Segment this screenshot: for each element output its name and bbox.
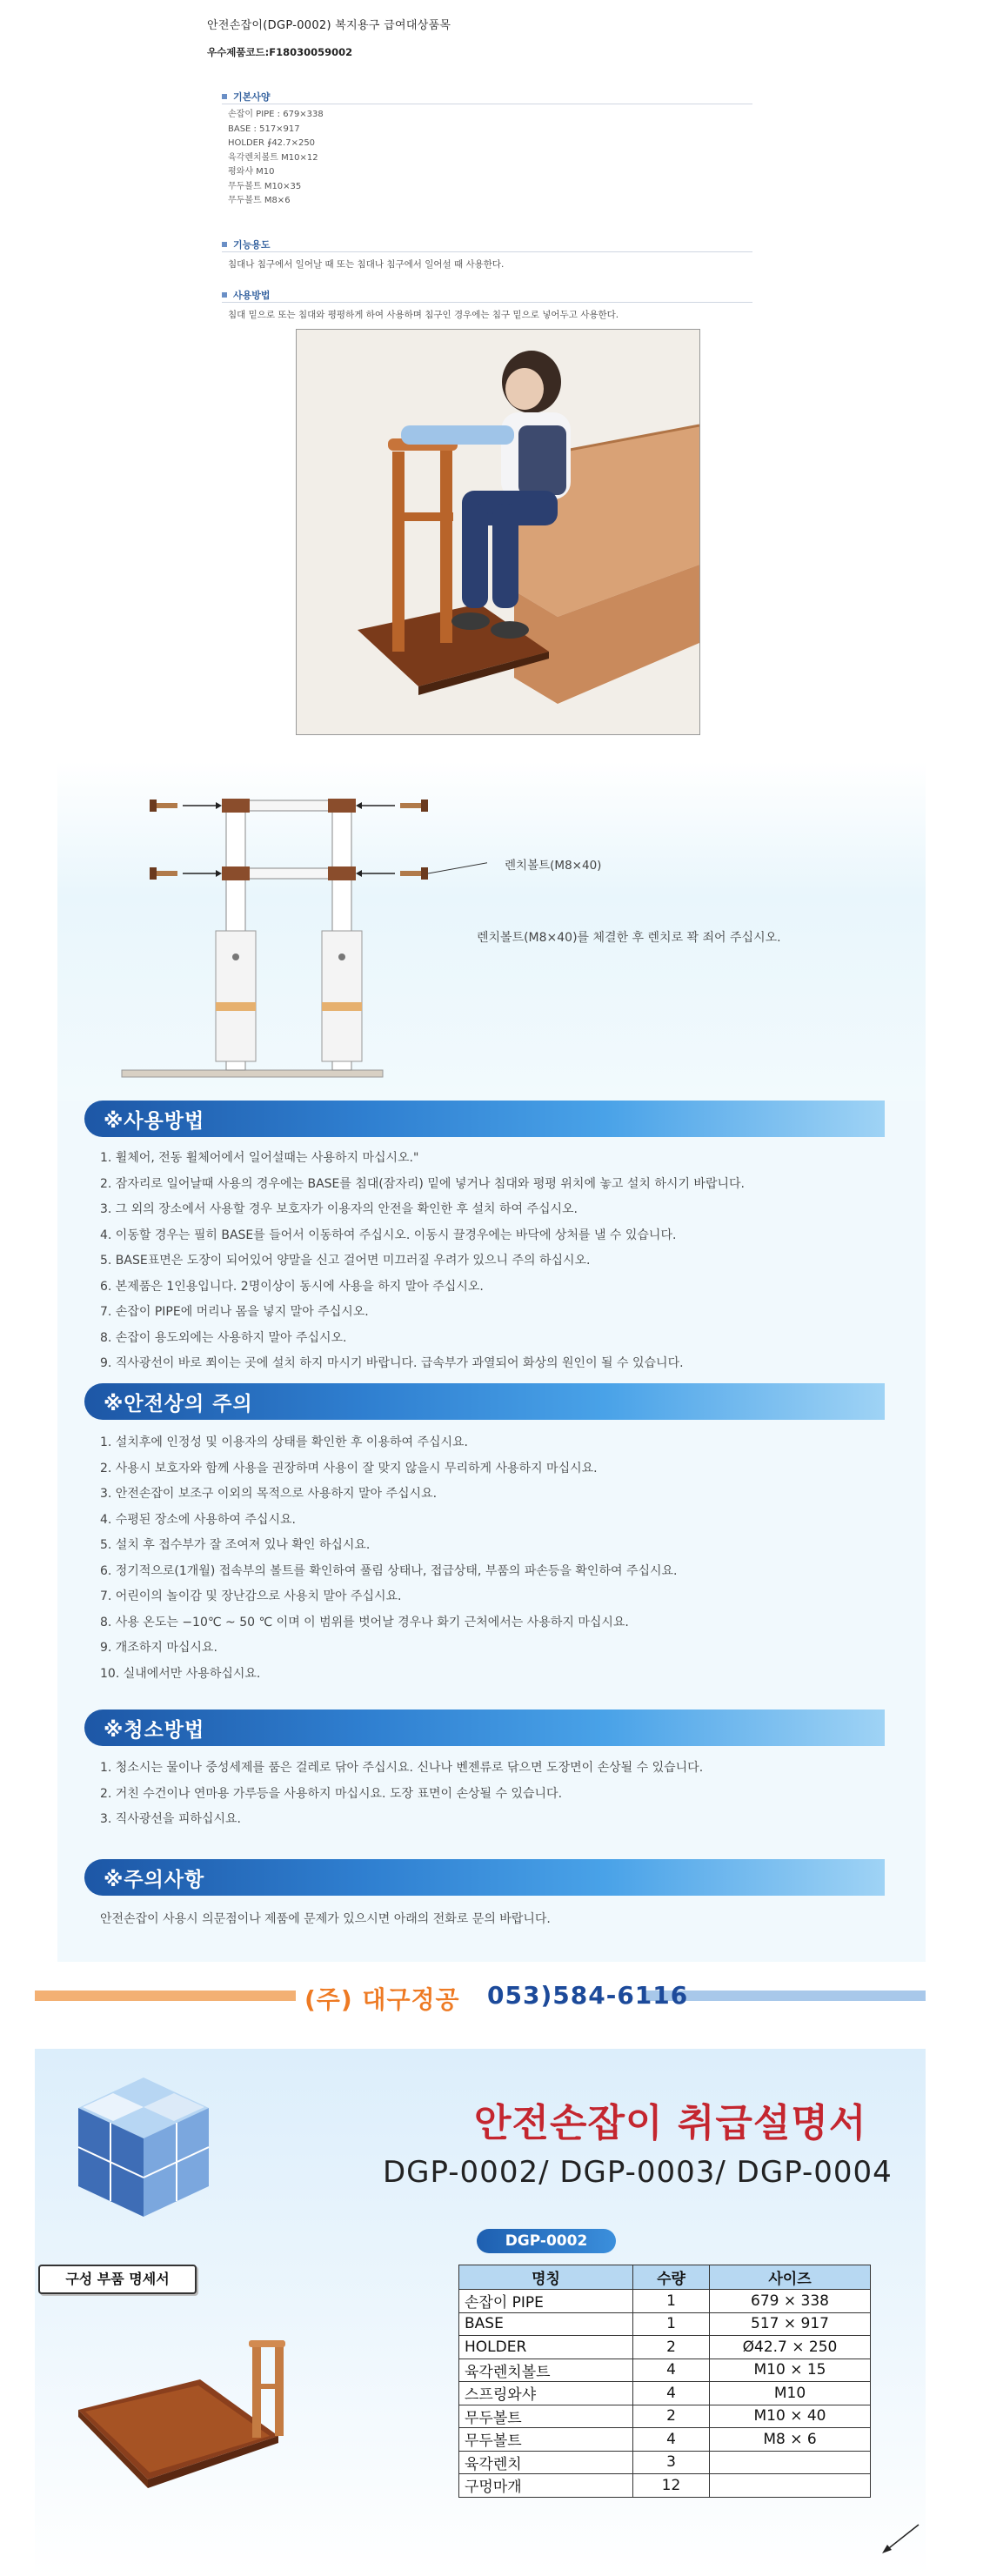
part-size: Ø42.7 × 250 (710, 2336, 871, 2359)
part-size: M10 × 40 (710, 2405, 871, 2428)
safety-section-band (84, 1383, 885, 1420)
list-item: 9. 직사광선이 바로 쬐이는 곳에 설치 하지 마시기 바랍니다. 급속부가 과열되어 화상의 원인이 될 수 있습니다. (100, 1356, 684, 1370)
function-text: 침대나 침구에서 일어날 때 또는 침대나 침구에서 일어설 때 사용한다. (228, 259, 505, 270)
product-code: 우수제품코드:F18030059002 (207, 46, 353, 58)
list-item: 6. 본제품은 1인용입니다. 2명이상이 동시에 사용을 하지 말아 주십시오. (100, 1279, 484, 1294)
part-size: M10 × 15 (710, 2359, 871, 2382)
column-header: 수량 (633, 2265, 710, 2290)
part-qty: 2 (633, 2336, 710, 2359)
model-badge: DGP-0002 (477, 2229, 616, 2253)
arrow-icon (879, 2521, 922, 2559)
part-qty: 12 (633, 2474, 710, 2498)
list-item: 2. 거친 수건이나 연마용 가루등을 사용하지 마십시요. 도장 표면이 손상될 수 있습니다. (100, 1786, 563, 1801)
list-item: 7. 손잡이 PIPE에 머리나 몸을 넣지 말아 주십시오. (100, 1305, 369, 1319)
usage-section-title: ※사용방법 (104, 1110, 205, 1133)
column-header: 명칭 (459, 2265, 633, 2290)
part-name: 무두볼트 (459, 2405, 633, 2428)
usage-section-band (84, 1101, 885, 1137)
list-item: 4. 수평된 장소에 사용하여 주십시요. (100, 1512, 296, 1527)
list-item: 8. 손잡이 용도외에는 사용하지 말아 주십시오. (100, 1330, 347, 1345)
notice-section-band (84, 1859, 885, 1896)
part-qty: 1 (633, 2290, 710, 2313)
table-row (459, 2359, 871, 2382)
bullet-icon (222, 292, 227, 298)
assembly-diagram (104, 774, 487, 1091)
part-size: M8 × 6 (710, 2428, 871, 2452)
table-row (459, 2474, 871, 2498)
list-item: 2. 잠자리로 일어날때 사용의 경우에는 BASE를 침대(잠자리) 밑에 넣거나 침대와 평평 위치에 놓고 설치 하시기 바랍니다. (100, 1176, 745, 1191)
function-heading (222, 238, 271, 251)
product-photo (296, 329, 700, 735)
spec-line: 손잡이 PIPE : 679×338 (228, 110, 324, 119)
part-name: 육각렌치 (459, 2451, 633, 2474)
document-title: 안전손잡이(DGP-0002) 복지용구 급여대상품목 (207, 19, 451, 32)
table-row (459, 2382, 871, 2405)
cleaning-list (100, 1756, 703, 1833)
spec-line: HOLDER ∮42.7×250 (228, 138, 316, 148)
list-item: 1. 설치후에 인정성 및 이용자의 상태를 확인한 후 이용하여 주십시요. (100, 1435, 469, 1449)
usage-text: 침대 밑으로 또는 침대와 평평하게 하여 사용하며 침구인 경우에는 침구 밑으로 넣어두고 사용한다. (228, 310, 619, 320)
part-name: 무두볼트 (459, 2428, 633, 2452)
list-item: 3. 직사광선을 피하십시요. (100, 1812, 241, 1826)
cube-logo-icon (61, 2069, 226, 2238)
list-item: 9. 개조하지 마십시요. (100, 1641, 217, 1655)
list-item: 2. 사용시 보호자와 함께 사용을 권장하며 사용이 잘 맞지 않을시 무리하게 사용하지 마십시요. (100, 1461, 598, 1475)
spec-line: 육각렌치볼트 M10×12 (228, 152, 318, 163)
spec-line: 평와샤 M10 (228, 167, 275, 177)
cleaning-section-band (84, 1710, 885, 1746)
part-name: HOLDER (459, 2336, 633, 2359)
spec-line: 무두볼트 M8×6 (228, 196, 291, 205)
divider (222, 251, 752, 252)
list-item: 5. BASE표면은 도장이 되어있어 양말을 신고 걸어면 미끄러질 우려가 있으니 주의 하십시오. (100, 1254, 591, 1268)
usage-list (100, 1146, 745, 1377)
part-name: BASE (459, 2312, 633, 2336)
part-qty: 1 (633, 2312, 710, 2336)
list-item: 1. 휠체어, 전동 휠체어에서 일어설때는 사용하지 마십시오." (100, 1151, 419, 1165)
cleaning-section-title: ※청소방법 (104, 1719, 205, 1742)
list-item: 6. 정기적으로(1개월) 접속부의 볼트를 확인하여 풀림 상태나, 접급상태, 부품의 파손등을 확인하여 주십시요. (100, 1563, 678, 1578)
table-row (459, 2290, 871, 2313)
phone-number: 053)584-6116 (487, 1981, 689, 2010)
list-item: 10. 실내에서만 사용하십시요. (100, 1666, 261, 1681)
list-item: 3. 안전손잡이 보조구 이외의 목적으로 사용하지 말아 주십시요. (100, 1487, 438, 1501)
model-list: DGP-0002/ DGP-0003/ DGP-0004 (383, 2155, 893, 2190)
part-qty: 4 (633, 2428, 710, 2452)
part-size: 679 × 338 (710, 2290, 871, 2313)
part-name: 구멍마개 (459, 2474, 633, 2498)
usage-heading-text: 사용방법 (233, 290, 271, 301)
list-item: 4. 이동할 경우는 필히 BASE를 들어서 이동하여 주십시오. 이동시 끌경우에는 바닥에 상처를 낼 수 있습니다. (100, 1228, 677, 1242)
part-name: 육각렌치볼트 (459, 2359, 633, 2382)
list-item: 7. 어린이의 놀이감 및 장난감으로 사용치 말아 주십시요. (100, 1589, 402, 1603)
bolt-caption: 렌치볼트(M8×40) (505, 859, 602, 873)
table-row (459, 2312, 871, 2336)
part-qty: 4 (633, 2359, 710, 2382)
basic-spec-heading (222, 90, 271, 104)
manual-title: 안전손잡이 취급설명서 (474, 2101, 867, 2145)
part-qty: 4 (633, 2382, 710, 2405)
column-header: 사이즈 (710, 2265, 871, 2290)
part-size: M10 (710, 2382, 871, 2405)
list-item: 3. 그 외의 장소에서 사용할 경우 보호자가 이용자의 안전을 확인한 후 설치 하여 주십시오. (100, 1202, 578, 1216)
table-row (459, 2336, 871, 2359)
parts-table (458, 2265, 871, 2498)
list-item: 1. 청소시는 물이나 중성세제를 품은 걸레로 닦아 주십시요. 신나나 벤젠류로 닦으면 도장면이 손상될 수 있습니다. (100, 1761, 704, 1775)
notice-list (100, 1907, 551, 1933)
part-name: 손잡이 PIPE (459, 2290, 633, 2313)
part-qty: 2 (633, 2405, 710, 2428)
part-size (710, 2451, 871, 2474)
spec-line: 무두볼트 M10×35 (228, 181, 302, 191)
table-row (459, 2428, 871, 2452)
divider (222, 302, 752, 303)
usage-heading (222, 288, 271, 302)
parts-label: 구성 부품 명세서 (38, 2265, 197, 2294)
part-size: 517 × 917 (710, 2312, 871, 2336)
part-name: 스프링와샤 (459, 2382, 633, 2405)
company-name: (주) 대구정공 (304, 1985, 460, 2014)
bullet-icon (222, 94, 227, 99)
list-item: 8. 사용 온도는 −10℃ ~ 50 ℃ 이며 이 범위를 벗어날 경우나 화기 근처에서는 사용하지 마십시요. (100, 1615, 629, 1629)
list-item: 5. 설치 후 접수부가 잘 조여져 있나 확인 하십시요. (100, 1538, 371, 1552)
list-item: 안전손잡이 사용시 의문점이나 제품에 문제가 있으시면 아래의 전화로 문의 바랍니다. (100, 1912, 551, 1926)
basic-spec-heading-text: 기본사양 (233, 91, 271, 103)
bullet-icon (222, 242, 227, 247)
spec-line: BASE : 517×917 (228, 124, 300, 134)
bolt-note: 렌치볼트(M8×40)를 체결한 후 렌치로 꽉 죄어 주십시오. (477, 931, 781, 945)
table-row (459, 2405, 871, 2428)
part-qty: 3 (633, 2451, 710, 2474)
contact-strip (35, 1978, 926, 2013)
part-size (710, 2474, 871, 2498)
table-row (459, 2451, 871, 2474)
function-heading-text: 기능용도 (233, 239, 271, 251)
basic-spec-list (228, 108, 324, 209)
safety-list (100, 1430, 678, 1687)
safety-section-title: ※안전상의 주의 (104, 1393, 253, 1415)
handrail-illustration (70, 2340, 287, 2509)
notice-section-title: ※주의사항 (104, 1869, 205, 1891)
